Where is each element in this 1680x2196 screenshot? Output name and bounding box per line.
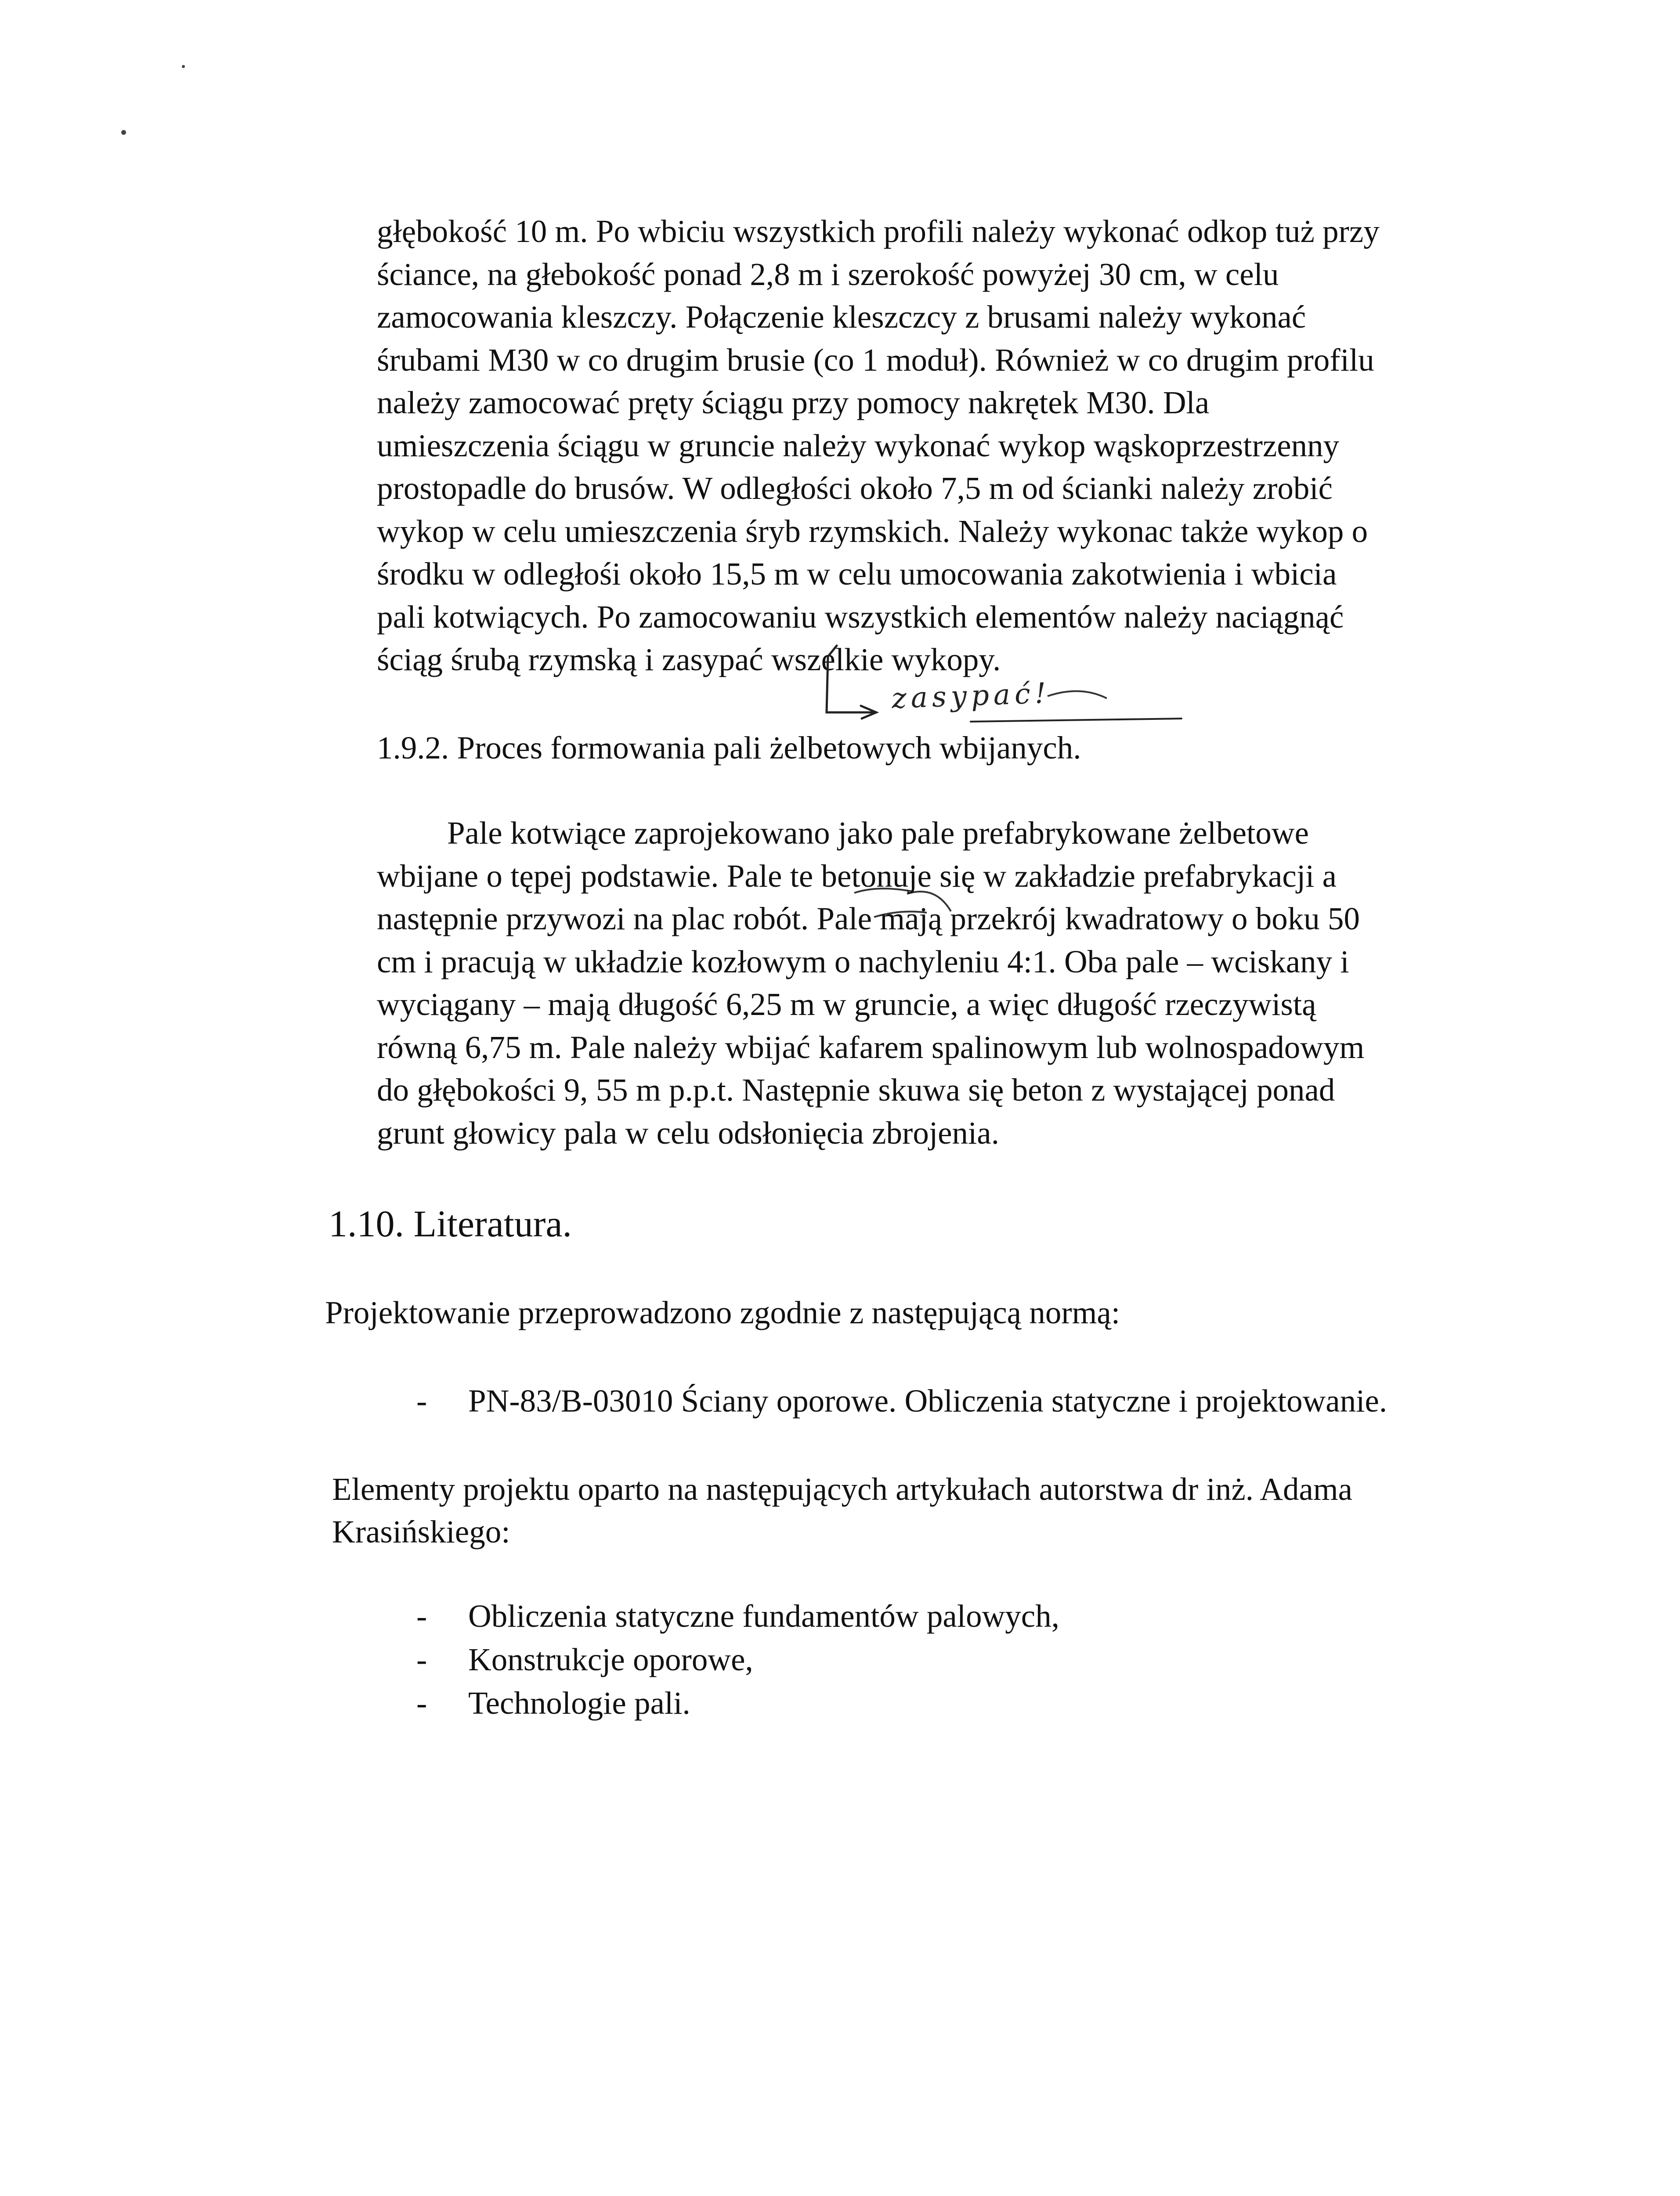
text-line: wykop w celu umieszczenia śryb rzymskich. Należy wykonac także wykop o <box>377 513 1368 549</box>
text-line: ściance, na głebokość ponad 2,8 m i szerokość powyżej 30 cm, w celu <box>377 256 1279 292</box>
handwritten-underline <box>971 719 1181 722</box>
section-heading-1-9-2: 1.9.2. Proces formowania pali żelbetowych wbijanych. <box>377 730 1081 766</box>
handwritten-arrowhead <box>861 706 876 719</box>
list-bullet: - <box>416 1598 427 1634</box>
list-item <box>416 1638 1059 1681</box>
text-line: wbijane o tępej podstawie. Pale te betonuje się w zakładzie prefabrykacji a <box>377 858 1337 894</box>
text-line: Krasińskiego: <box>332 1514 510 1549</box>
list-item <box>416 1594 1059 1638</box>
text-line: Pale kotwiące zaprojekowano jako pale prefabrykowane żelbetowe <box>447 815 1309 851</box>
scan-speck <box>121 130 126 135</box>
list-item <box>416 1379 1387 1423</box>
text-line: należy zamocować pręty ściągu przy pomocy nakrętek M30. Dla <box>377 385 1210 420</box>
list-item-text: Technologie pali. <box>468 1685 690 1721</box>
text-line: grunt głowicy pala w celu odsłonięcia zbrojenia. <box>377 1115 999 1151</box>
text-line: śrubami M30 w co drugim brusie (co 1 moduł). Również w co drugim profilu <box>377 342 1374 378</box>
list-bullet: - <box>416 1383 427 1419</box>
text-line: do głębokości 9, 55 m p.p.t. Następnie skuwa się beton z wystającej ponad <box>377 1072 1335 1108</box>
paragraph-sheet-pile-works <box>377 210 1563 681</box>
text-line: cm i pracują w układzie kozłowym o nachyleniu 4:1. Oba pale – wciskany i <box>377 943 1349 979</box>
text-line: pali kotwiących. Po zamocowaniu wszystkich elementów należy naciągnąć <box>377 599 1344 635</box>
list-item-text: Konstrukcje oporowe, <box>468 1642 753 1677</box>
text-line: środku w odległośi około 15,5 m w celu umocowania zakotwienia i wbicia <box>377 556 1337 592</box>
text-line: umieszczenia ściągu w gruncie należy wykonać wykop wąskoprzestrzenny <box>377 427 1340 463</box>
list-item <box>416 1681 1059 1725</box>
text-line: głębokość 10 m. Po wbiciu wszystkich profili należy wykonać odkop tuż przy <box>377 213 1380 249</box>
list-bullet: - <box>416 1642 427 1677</box>
text-line: następnie przywozi na plac robót. Pale mają przekrój kwadratowy o boku 50 <box>377 901 1360 936</box>
list-bullet: - <box>416 1685 427 1721</box>
paragraph-pile-forming <box>377 812 1563 1154</box>
text-line: równą 6,75 m. Pale należy wbijać kafarem spalinowym lub wolnospadowym <box>377 1029 1365 1065</box>
text-line: Elementy projektu oparto na następujących artykułach autorstwa dr inż. Adama <box>332 1471 1353 1507</box>
text-line: zamocowania kleszczy. Połączenie kleszczcy z brusami należy wykonać <box>377 299 1306 335</box>
handwritten-note: zasypać! <box>891 677 1051 715</box>
text-line: wyciągany – mają długość 6,25 m w gruncie, a więc długość rzeczywistą <box>377 986 1316 1022</box>
scan-speck <box>182 65 185 68</box>
articles-intro-text <box>332 1468 1352 1553</box>
handwritten-arc-mark <box>1048 691 1107 698</box>
text-line: ściąg śrubą rzymską i zasypać wszelkie wykopy. <box>377 642 1001 677</box>
text-line: prostopadle do brusów. W odległości około 7,5 m od ścianki należy zrobić <box>377 470 1333 506</box>
section-heading-1-10: 1.10. Literatura. <box>329 1203 572 1245</box>
list-item-text: PN-83/B-03010 Ściany oporowe. Obliczenia statyczne i projektowanie. <box>468 1383 1387 1419</box>
norm-list <box>416 1379 1387 1423</box>
list-item-text: Obliczenia statyczne fundamentów palowych, <box>468 1598 1059 1634</box>
norm-intro-text: Projektowanie przeprowadzono zgodnie z następującą normą: <box>325 1295 1120 1330</box>
articles-list <box>416 1594 1059 1725</box>
